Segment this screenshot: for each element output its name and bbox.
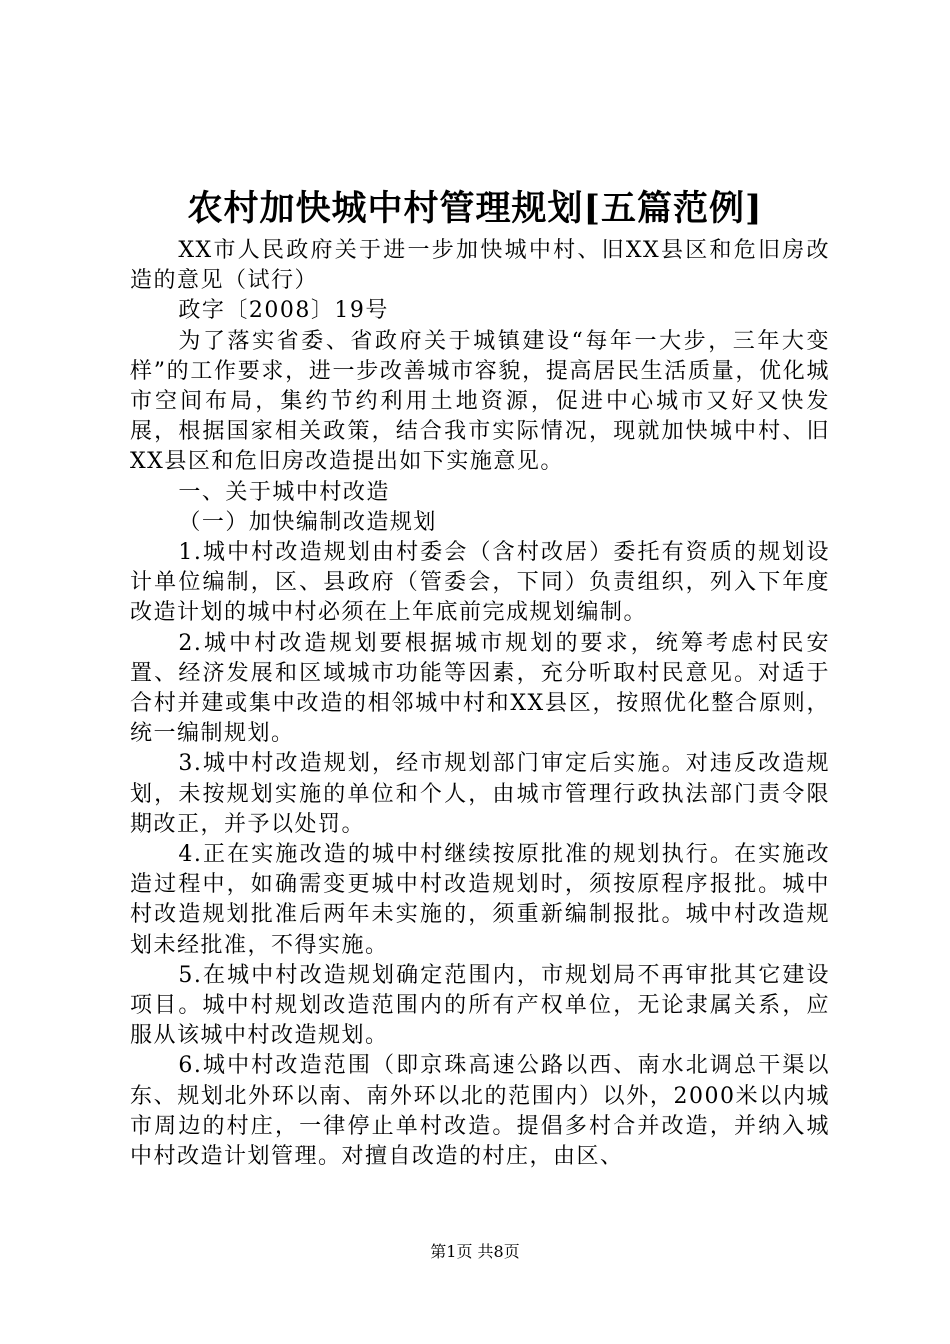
paragraph: 1.城中村改造规划由村委会（含村改居）委托有资质的规划设计单位编制，区、县政府（管委会，下同）负责组织，列入下年度改造计划的城中村必须在上年底前完成规划编制。	[130, 540, 830, 626]
paragraph: 6.城中村改造范围（即京珠高速公路以西、南水北调总干渠以东、规划北外环以南、南外环以北的范围内）以外，2000米以内城市周边的村庄，一律停止单村改造。提倡多村合并改造，并纳入城中村改造计划管理。对擅自改造的村庄，由区、	[130, 1053, 830, 1170]
paragraph: 政字〔2008〕19号	[178, 298, 389, 324]
paragraph: XX市人民政府关于进一步加快城中村、旧XX县区和危旧房改造的意见（试行）	[130, 238, 830, 294]
section-heading: 一、关于城中村改造	[178, 479, 390, 505]
page-number-footer: 第1页 共8页	[430, 1242, 520, 1261]
document-title: 农村加快城中村管理规划[五篇范例]	[187, 188, 763, 229]
paragraph: 3.城中村改造规划，经市规划部门审定后实施。对违反改造规划，未按规划实施的单位和个人，由城市管理行政执法部门责令限期改正，并予以处罚。	[130, 751, 830, 837]
paragraph: 5.在城中村改造规划确定范围内，市规划局不再审批其它建设项目。城中村规划改造范围内的所有产权单位，无论隶属关系，应服从该城中村改造规划。	[130, 962, 830, 1049]
subsection-heading: （一）加快编制改造规划	[178, 509, 437, 535]
paragraph: 2.城中村改造规划要根据城市规划的要求，统筹考虑村民安置、经济发展和区域城市功能等因素，充分听取村民意见。对适于合村并建或集中改造的相邻城中村和XX县区，按照优化整合原则，统一编制规划。	[130, 630, 830, 747]
paragraph: 4.正在实施改造的城中村继续按原批准的规划执行。在实施改造过程中，如确需变更城中村改造规划时，须按原程序报批。城中村改造规划批准后两年未实施的，须重新编制报批。城中村改造规划未经批准，不得实施。	[130, 842, 830, 958]
document-body	[130, 236, 830, 1172]
paragraph: 为了落实省委、省政府关于城镇建设“每年一大步，三年大变样”的工作要求，进一步改善城市容貌，提高居民生活质量，优化城市空间布局，集约节约利用土地资源，促进中心城市又好又快发展，根据国家相关政策，结合我市实际情况，现就加快城中村、旧XX县区和危旧房改造提出如下实施意见。	[130, 328, 830, 475]
